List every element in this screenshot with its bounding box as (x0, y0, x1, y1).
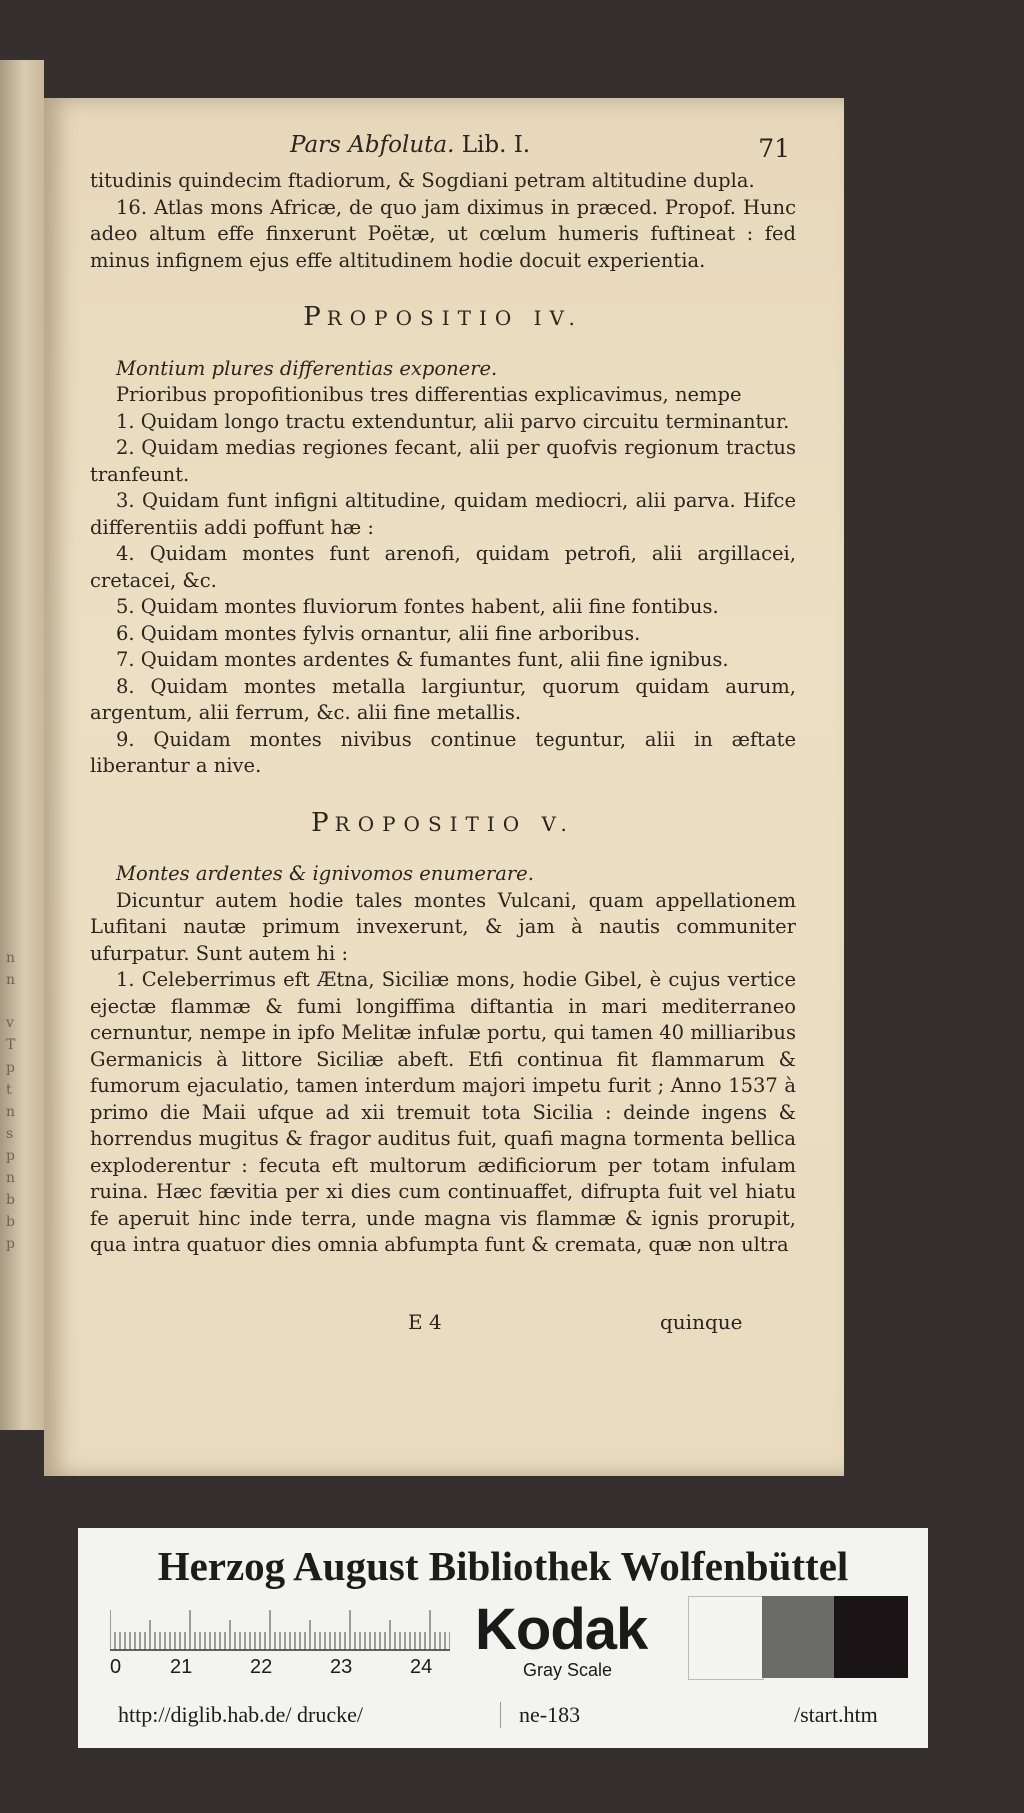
list-item: 1. Quidam longo tractu extenduntur, alii parvo circuitu terminantur. (116, 409, 790, 433)
book-page (44, 98, 844, 1476)
color-target-card (78, 1528, 928, 1748)
ruler-number: 21 (170, 1656, 193, 1678)
margin-fragment: v (6, 1015, 14, 1031)
swatch-white (688, 1596, 764, 1680)
list-item: 1. Celeberrimus eft Ætna, Siciliæ mons, hodie Gibel, è cujus vertice ejectæ flammæ & fumi longiffima diftantia in mari mediterraneo cernuntur, nempe in ipfo Melitæ infulæ portu, qui tamen 40 milliaribus Germanicis à littore Siciliæ abeft. Etfi continua fit flammarum & fumorum ejaculatio, tamen interdum majori impetu furit ; Anno 1537 à primo die Maii ufque ad xii tremuit tota Sicilia : deinde ingens & horrendus mugitus & fragor auditus fuit, quafi magna tormenta bellica exploderentur : fecuta eft multorum ædificiorum per totam infulam ruina. Hæc fævitia per xi dies cum continuaffet, difrupta fuit vel hiatu fe aperuit hinc inde terra, unde magna vis flammæ & ignis prorupit, qua intra quatuor dies omnia abfumpta funt & cremata, quæ non ultra (90, 968, 796, 1256)
margin-fragment: n (6, 950, 16, 966)
ruler-number: 22 (250, 1656, 273, 1678)
ruler-number: 23 (330, 1656, 353, 1678)
swatch-black (834, 1596, 908, 1678)
list-item: 4. Quidam montes funt arenofi, quidam petrofi, alii argillacei, cretacei, &c. (90, 542, 796, 592)
margin-fragment: b (6, 1192, 15, 1208)
ruler-ticks (110, 1606, 450, 1654)
page-number: 71 (758, 134, 790, 163)
url-right: /start.htm (794, 1702, 878, 1727)
list-item: 3. Quidam funt infigni altitudine, quidam mediocri, alii parva. Hifce differentiis addi poffunt hæ : (90, 489, 796, 539)
url-id: ne-183 (500, 1702, 580, 1728)
ruler (110, 1606, 450, 1676)
section-intro: Dicuntur autem hodie tales montes Vulcani, quam appellationem Lufitani nautæ primum invexerunt, & jam à nautis communiter ufurpatur. Sunt autem hi : (90, 888, 796, 965)
gray-scale-label: Gray Scale (523, 1660, 613, 1680)
section-subtitle: Montes ardentes & ignivomos enumerare. (116, 862, 534, 885)
list-item: 2. Quidam medias regiones fecant, alii per quofvis regionum tractus tranfeunt. (90, 436, 796, 486)
paragraph: titudinis quindecim ftadiorum, & Sogdiani petram altitudine dupla. (90, 169, 755, 192)
signature-mark: E 4 (408, 1310, 442, 1334)
facing-page-edge (0, 60, 44, 1430)
library-name: Herzog August Bibliothek Wolfenbüttel (157, 1543, 849, 1589)
margin-fragment: T (6, 1037, 16, 1053)
running-title-italic: Pars Abfoluta. (290, 132, 455, 158)
ruler-number: 0 (110, 1656, 122, 1678)
list-item: 7. Quidam montes ardentes & fumantes funt, alii fine ignibus. (116, 648, 729, 671)
catchword: quinque (660, 1310, 743, 1334)
list-item: 6. Quidam montes fylvis ornantur, alii fine arboribus. (116, 621, 641, 645)
margin-fragment: n (6, 972, 16, 988)
running-title (290, 132, 530, 158)
paragraph: 16. Atlas mons Africæ, de quo jam diximus in præced. Propof. Hunc adeo altum effe finxerunt Poëtæ, ut cœlum humeris fuftineat : fed minus infignem ejus effe altitudinem hodie docuit experientia. (90, 195, 796, 272)
list-item: 8. Quidam montes metalla largiuntur, quorum quidam aurum, argentum, alii ferrum, &c. alii fine metallis. (90, 674, 796, 724)
running-header (90, 130, 796, 164)
swatch-gray (762, 1596, 834, 1678)
ruler-number: 24 (410, 1656, 433, 1678)
margin-fragment: b (6, 1214, 15, 1230)
page-body (90, 168, 796, 1259)
margin-fragment: s (6, 1126, 14, 1142)
margin-fragment: n (6, 1104, 16, 1120)
section-intro: Prioribus propofitionibus tres differentias explicavimus, nempe (116, 383, 742, 406)
margin-fragment: p (6, 1148, 15, 1164)
section-heading-prop4: PROPOSITIO IV. (303, 302, 583, 332)
margin-fragment: t (6, 1082, 12, 1098)
running-title-book: Lib. I. (461, 132, 531, 158)
margin-fragment: n (6, 1170, 16, 1186)
kodak-logo: Kodak (475, 1597, 648, 1662)
list-item: 5. Quidam montes fluviorum fontes habent, alii fine fontibus. (116, 595, 719, 618)
url-left: http://diglib.hab.de/ drucke/ (118, 1702, 364, 1727)
section-heading-prop5: PROPOSITIO V. (311, 807, 575, 838)
list-item: 9. Quidam montes nivibus continue teguntur, alii in æftate liberantur a nive. (90, 727, 796, 777)
margin-fragment: p (6, 1060, 15, 1076)
section-subtitle: Montium plures differentias exponere. (116, 356, 498, 380)
margin-fragment: p (6, 1236, 15, 1252)
